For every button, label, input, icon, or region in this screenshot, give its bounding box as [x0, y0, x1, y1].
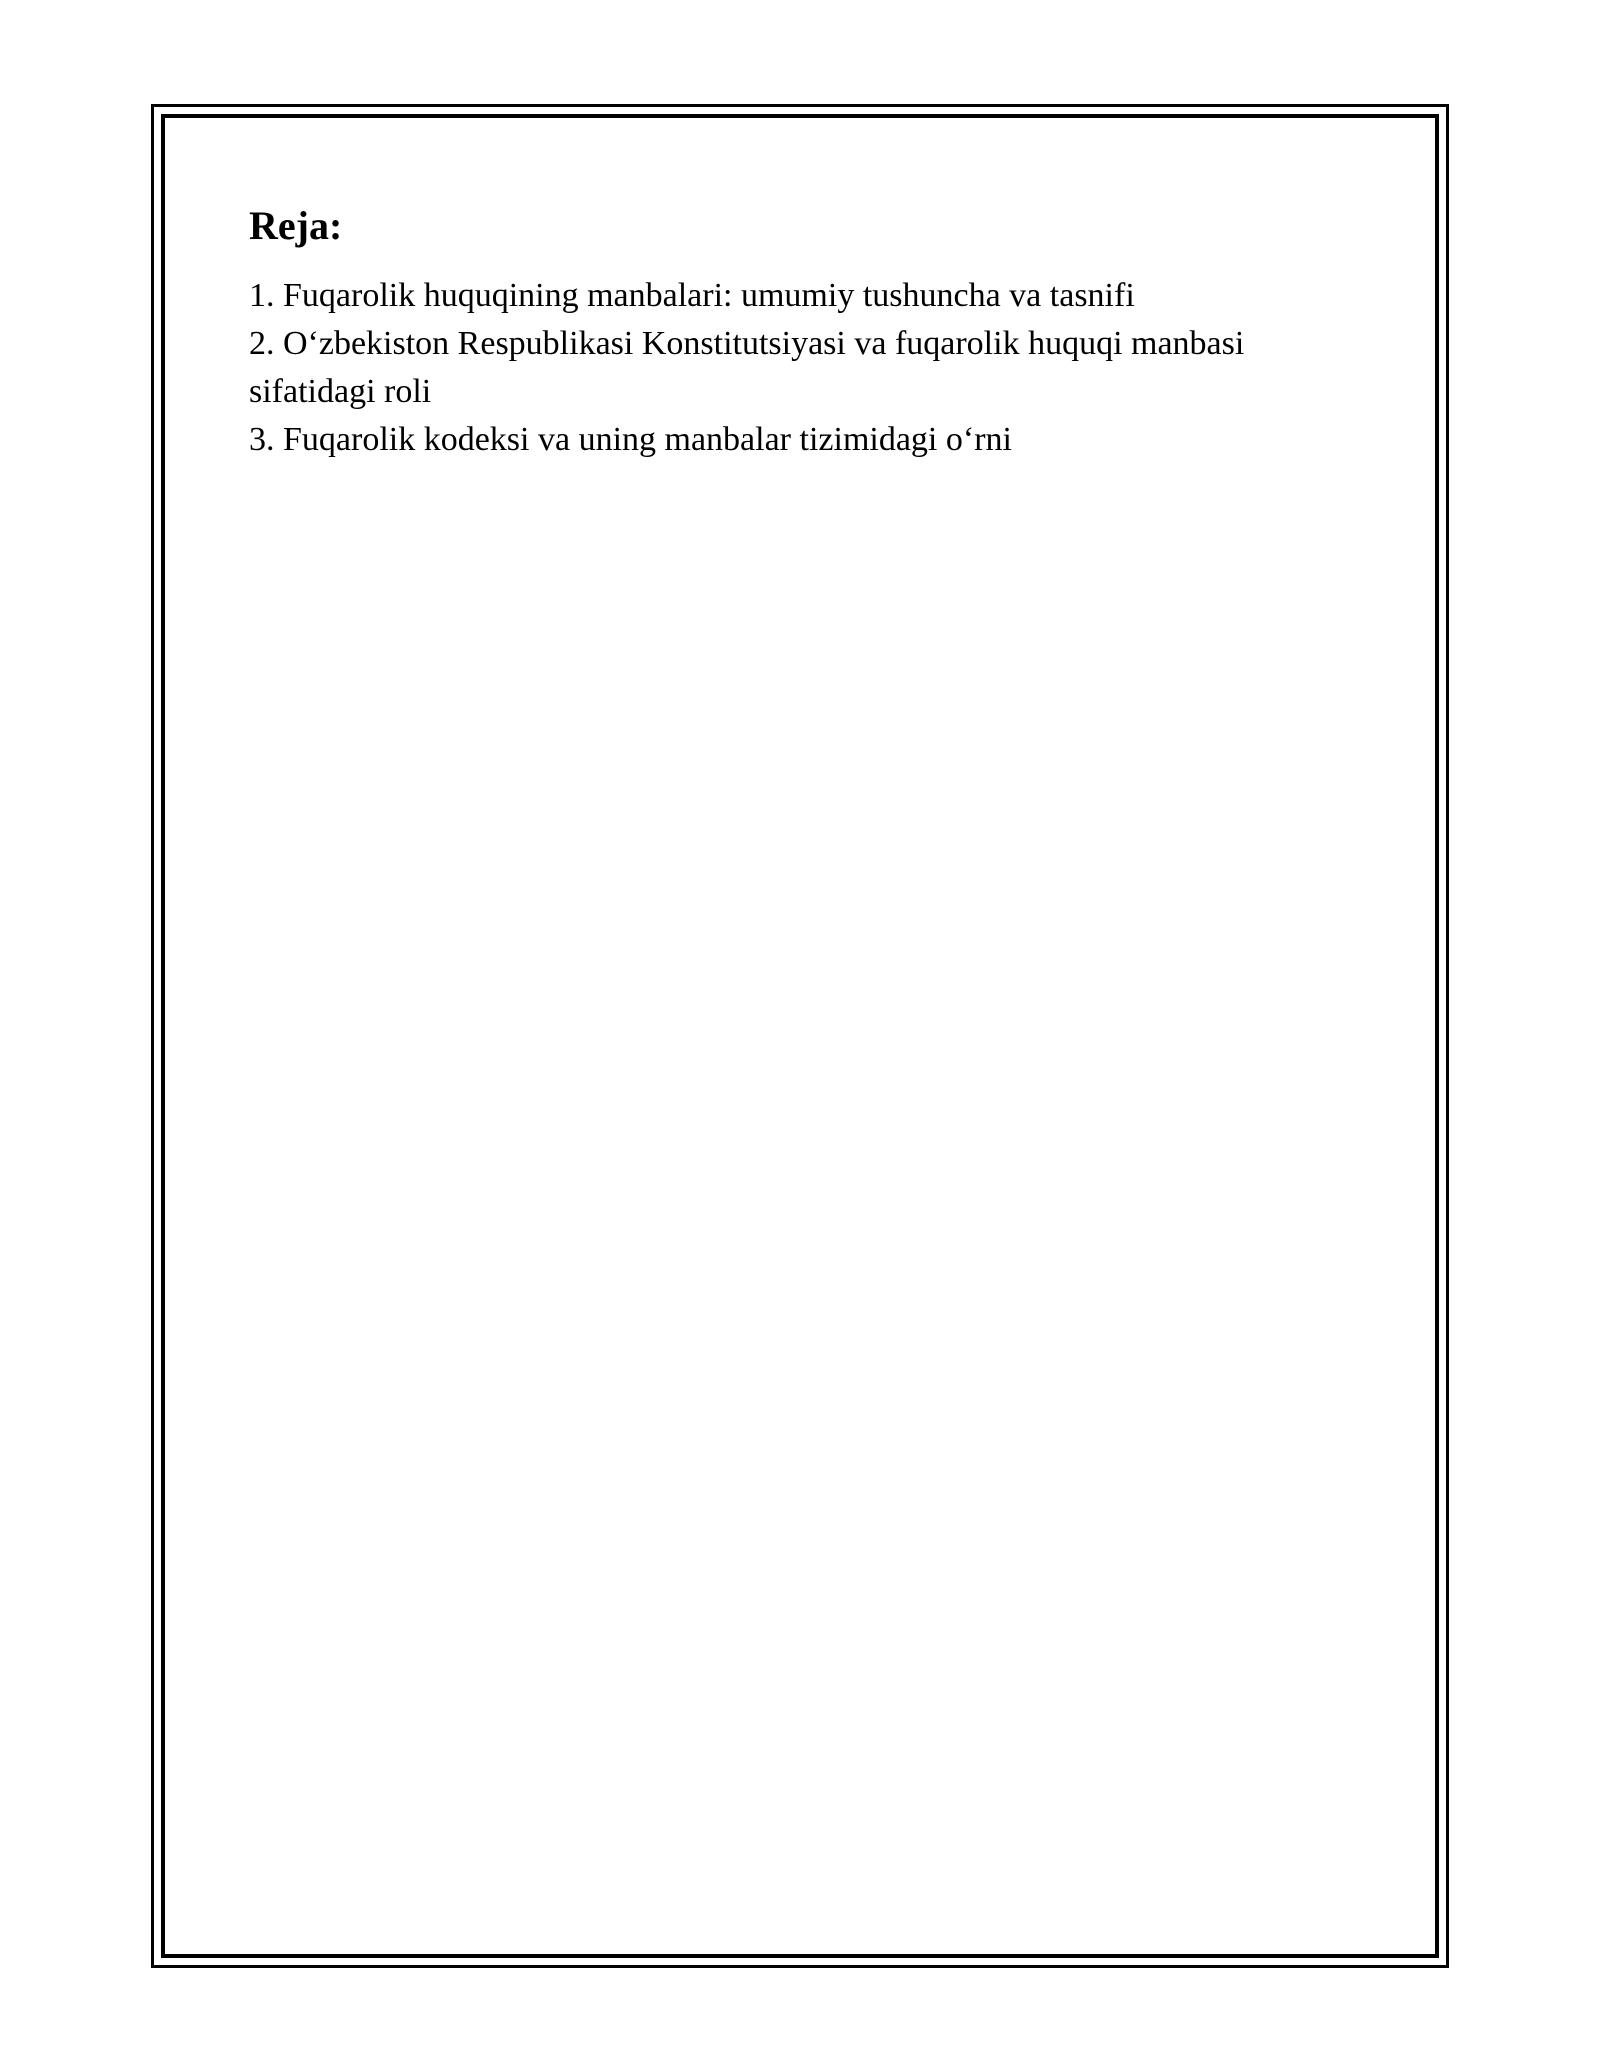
plan-list — [249, 272, 1349, 464]
plan-title: Reja: — [249, 203, 343, 248]
plan-item-3: 3. Fuqarolik kodeksi va uning manbalar tizimidagi o‘rni — [249, 421, 1012, 458]
page-border-outer — [151, 104, 1449, 1968]
page-content — [249, 202, 1349, 464]
plan-item-2: 2. O‘zbekiston Respublikasi Konstitutsiyasi va fuqarolik huquqi manbasi sifatidagi roli — [249, 325, 1245, 410]
plan-item-1: 1. Fuqarolik huquqining manbalari: umumiy tushuncha va tasnifi — [249, 277, 1135, 314]
page-border-inner — [161, 114, 1439, 1958]
